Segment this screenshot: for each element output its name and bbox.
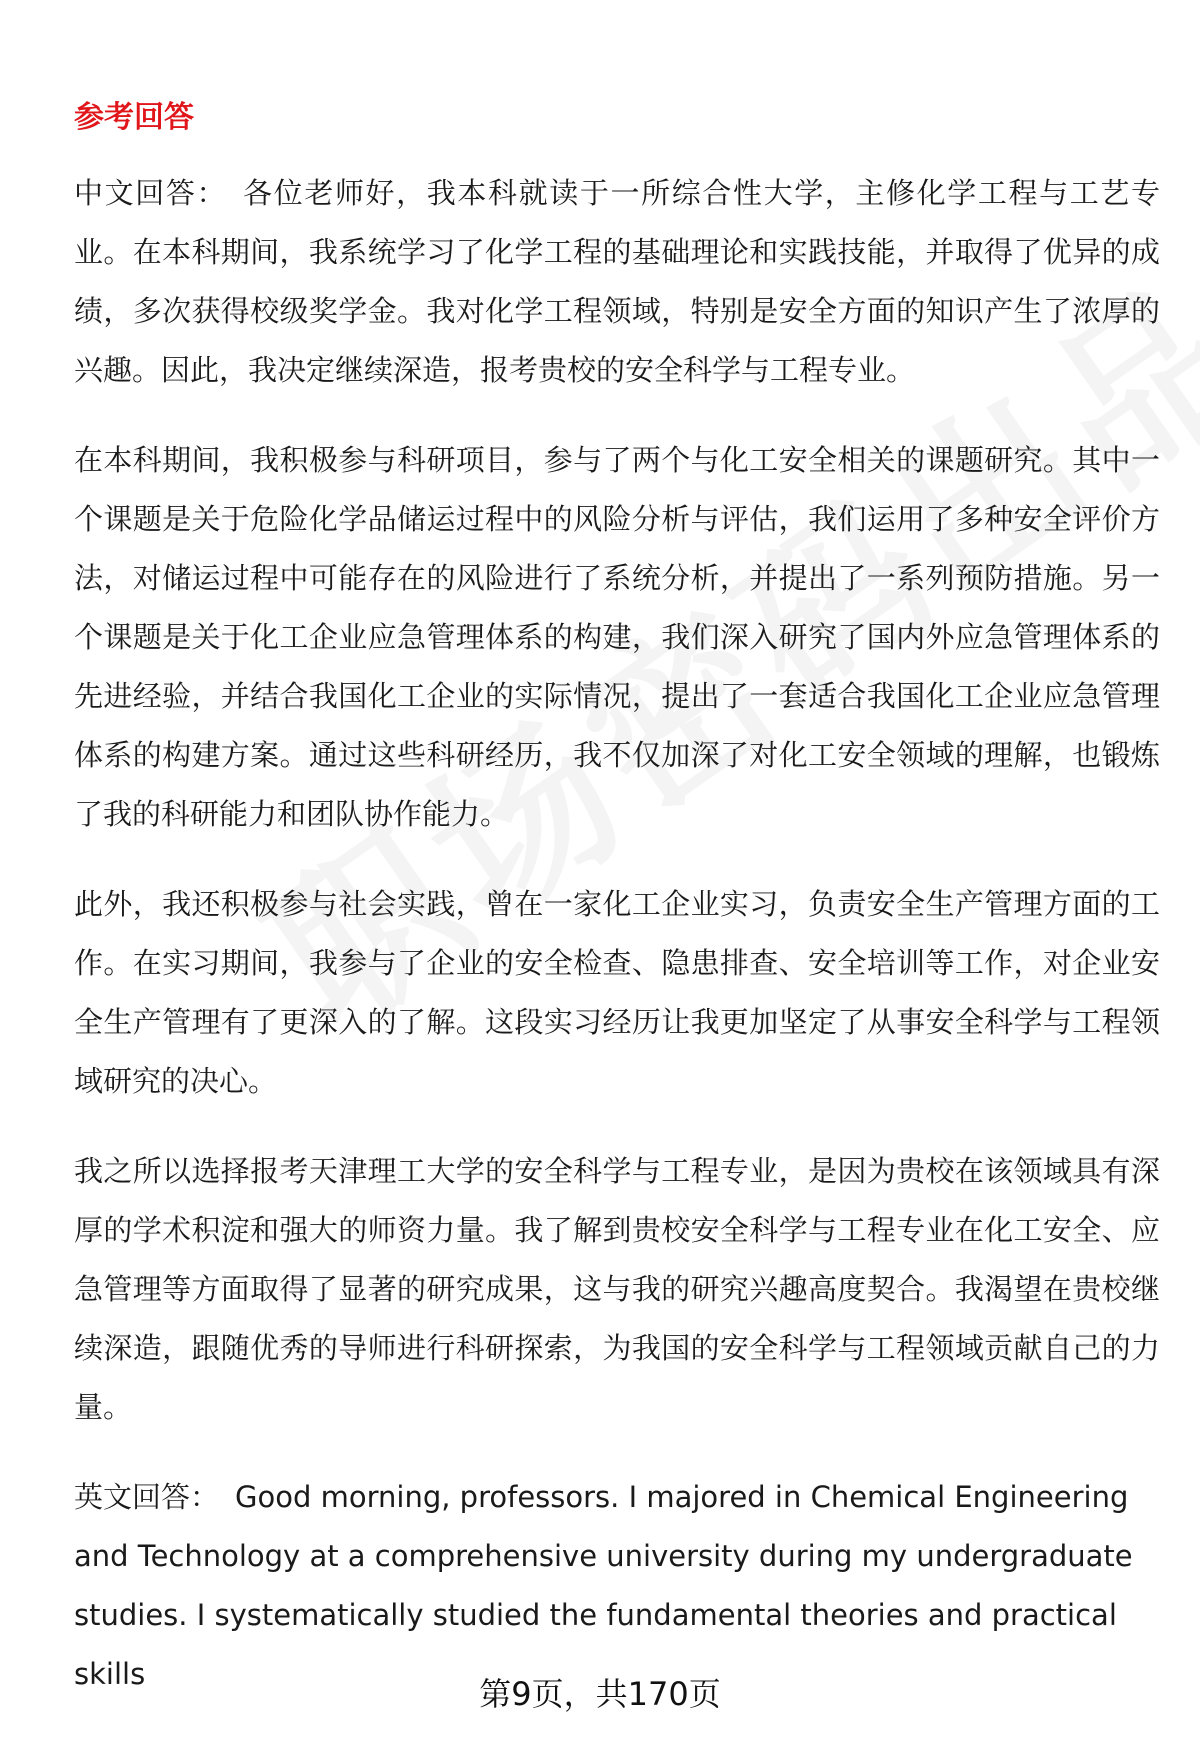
paragraph-internship: [74, 875, 1160, 1111]
paragraph-text: 我之所以选择报考天津理工大学的安全科学与工程专业，是因为贵校在该领域具有深厚的学术积淀和强大的师资力量。我了解到贵校安全科学与工程专业在化工安全、应急管理等方面取得了显著的研究成果，这与我的研究兴趣高度契合。我渴望在贵校继续深造，跟随优秀的导师进行科研探索，为我国的安全科学与工程领域贡献自己的力量。: [74, 1154, 1160, 1424]
section-heading: 参考回答: [74, 100, 194, 135]
english-answer-label: 英文回答：: [74, 1480, 220, 1514]
paragraph-text: Good morning, professors. I majored in Chemical Engineering and Technology at a comprehensive university during my undergraduate studies. I systematically studied the fundamental theories and practical skills: [74, 1480, 1133, 1691]
paragraph-research: [74, 431, 1160, 844]
content-area: [74, 96, 1160, 1735]
page-number: 第9页，共170页: [479, 1675, 721, 1713]
paragraph-english-answer: [74, 1468, 1160, 1704]
paragraph-text: 此外，我还积极参与社会实践，曾在一家化工企业实习，负责安全生产管理方面的工作。在实习期间，我参与了企业的安全检查、隐患排查、安全培训等工作，对企业安全生产管理有了更深入的了解。这段实习经历让我更加坚定了从事安全科学与工程领域研究的决心。: [74, 887, 1160, 1098]
paragraph-motivation: [74, 1142, 1160, 1437]
paragraph-text: 在本科期间，我积极参与科研项目，参与了两个与化工安全相关的课题研究。其中一个课题是关于危险化学品储运过程中的风险分析与评估，我们运用了多种安全评价方法，对储运过程中可能存在的风险进行了系统分析，并提出了一系列预防措施。另一个课题是关于化工企业应急管理体系的构建，我们深入研究了国内外应急管理体系的先进经验，并结合我国化工企业的实际情况，提出了一套适合我国化工企业应急管理体系的构建方案。通过这些科研经历，我不仅加深了对化工安全领域的理解，也锻炼了我的科研能力和团队协作能力。: [74, 443, 1160, 831]
paragraph-text: 各位老师好，我本科就读于一所综合性大学，主修化学工程与工艺专业。在本科期间，我系统学习了化学工程的基础理论和实践技能，并取得了优异的成绩，多次获得校级奖学金。我对化学工程领域，特别是安全方面的知识产生了浓厚的兴趣。因此，我决定继续深造，报考贵校的安全科学与工程专业。: [74, 176, 1160, 387]
paragraph-chinese-answer: [74, 164, 1160, 400]
chinese-answer-label: 中文回答：: [74, 176, 228, 210]
